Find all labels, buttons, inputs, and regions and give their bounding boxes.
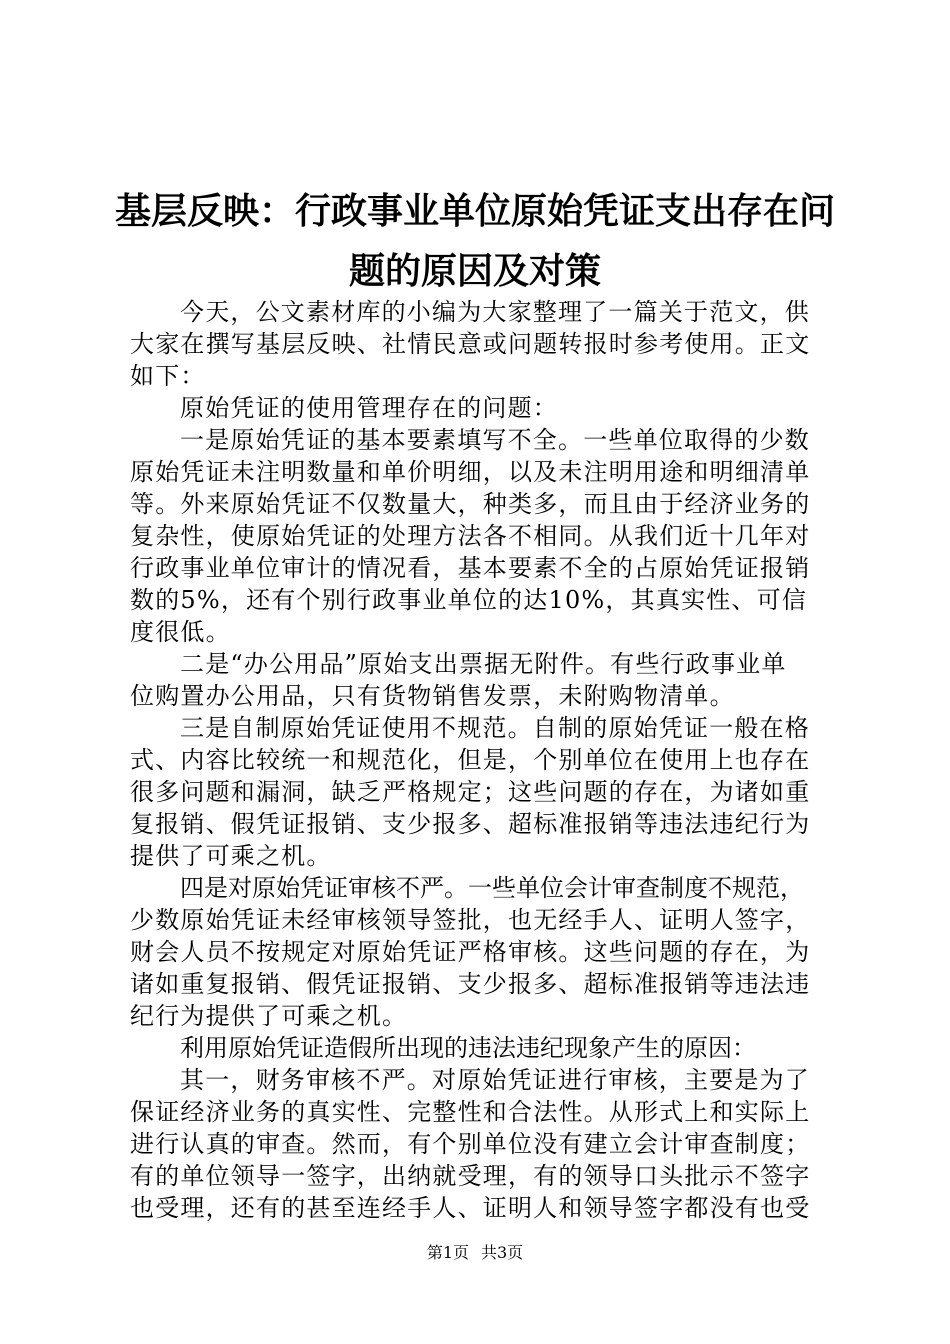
document-body	[130, 296, 840, 1224]
body-line: 有的单位领导一签字，出纳就受理，有的领导口头批示不签字	[130, 1162, 811, 1190]
body-line: 进行认真的审查。然而，有个别单位没有建立会计审查制度；	[130, 1130, 811, 1158]
body-line: 复报销、假凭证报销、支少报多、超标准报销等违法违纪行为	[130, 810, 811, 838]
body-line: 其一，财务审核不严。对原始凭证进行审核，主要是为了	[180, 1066, 810, 1094]
body-line: 大家在撰写基层反映、社情民意或问题转报时参考使用。正文	[130, 330, 811, 358]
body-line: 一是原始凭证的基本要素填写不全。一些单位取得的少数	[180, 426, 810, 454]
body-line: 财会人员不按规定对原始凭证严格审核。这些问题的存在，为	[130, 938, 811, 966]
body-line: 数的5%，还有个别行政事业单位的达10%，其真实性、可信	[130, 586, 808, 614]
body-line: 利用原始凭证造假所出现的违法违纪现象产生的原因：	[180, 1034, 756, 1062]
body-line: 原始凭证未注明数量和单价明细，以及未注明用途和明细清单	[130, 458, 811, 486]
document-title-line-1: 基层反映：行政事业单位原始凭证支出存在问	[114, 190, 835, 232]
body-line: 复杂性，使原始凭证的处理方法各不相同。从我们近十几年对	[130, 522, 811, 550]
body-line: 很多问题和漏洞，缺乏严格规定；这些问题的存在，为诸如重	[130, 778, 811, 806]
body-line: 诸如重复报销、假凭证报销、支少报多、超标准报销等违法违	[130, 970, 811, 998]
body-line: 提供了可乘之机。	[130, 842, 332, 870]
body-line: 二是“办公用品”原始支出票据无附件。有些行政事业单	[180, 650, 787, 678]
page-number-total: 共3页	[481, 1243, 524, 1262]
body-line: 位购置办公用品，只有货物销售发票，未附购物清单。	[130, 682, 735, 710]
body-line: 少数原始凭证未经审核领导签批，也无经手人、证明人签字，	[130, 906, 811, 934]
page-footer	[0, 1243, 950, 1263]
page-number-current: 第1页	[426, 1243, 469, 1262]
document-title-line-2: 题的原因及对策	[348, 250, 601, 292]
body-line: 如下：	[130, 362, 206, 390]
body-line: 三是自制原始凭证使用不规范。自制的原始凭证一般在格	[180, 714, 810, 742]
body-line: 等。外来原始凭证不仅数量大，种类多，而且由于经济业务的	[130, 490, 811, 518]
body-line: 也受理，还有的甚至连经手人、证明人和领导签字都没有也受	[130, 1194, 811, 1222]
body-line: 式、内容比较统一和规范化，但是，个别单位在使用上也存在	[130, 746, 811, 774]
body-line: 保证经济业务的真实性、完整性和合法性。从形式上和实际上	[130, 1098, 811, 1126]
body-line: 行政事业单位审计的情况看，基本要素不全的占原始凭证报销	[130, 554, 811, 582]
body-line: 度很低。	[130, 618, 231, 646]
body-line: 原始凭证的使用管理存在的问题：	[180, 394, 558, 422]
body-line: 今天，公文素材库的小编为大家整理了一篇关于范文，供	[180, 298, 810, 326]
body-line: 四是对原始凭证审核不严。一些单位会计审查制度不规范，	[180, 874, 804, 902]
body-line: 纪行为提供了可乘之机。	[130, 1002, 408, 1030]
